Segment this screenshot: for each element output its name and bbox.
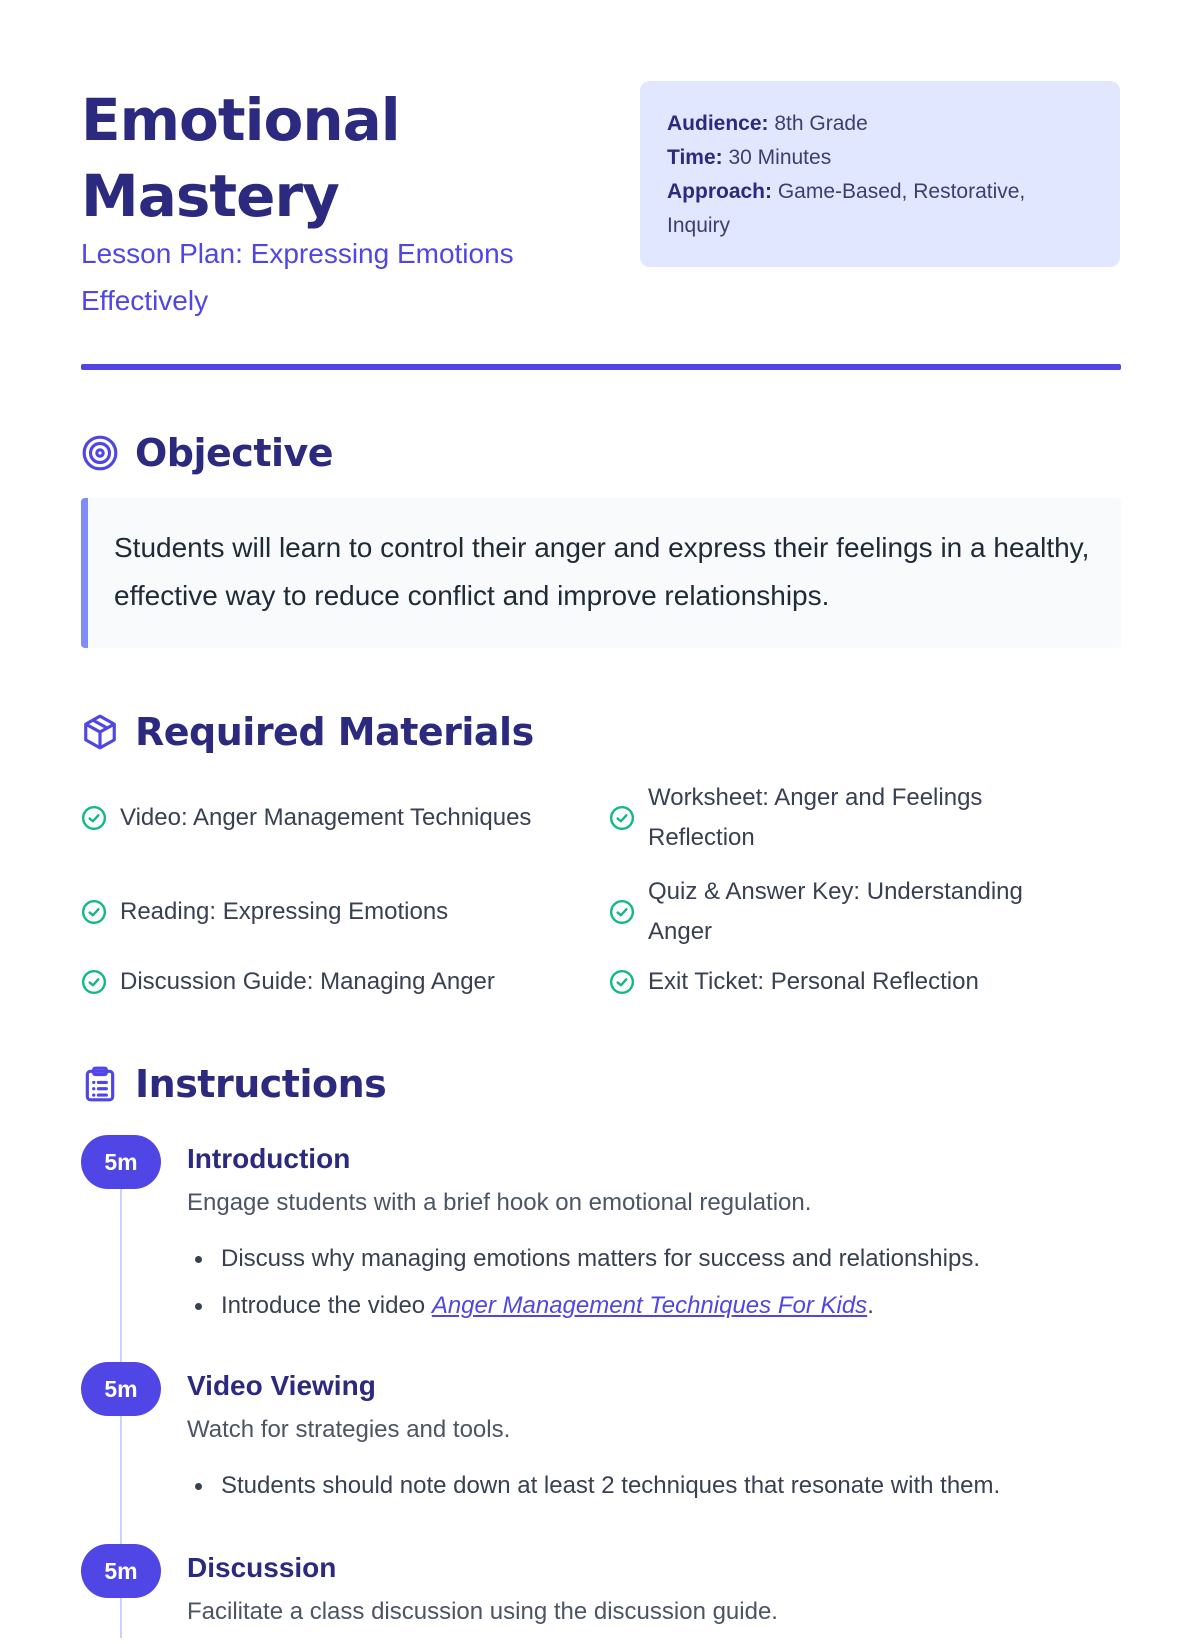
timeline-line [120, 1189, 122, 1379]
step-body [187, 1139, 1127, 1329]
materials-heading: Required Materials [81, 710, 534, 754]
page-subtitle: Lesson Plan: Expressing Emotions Effectively [81, 238, 514, 316]
timeline-line [120, 1416, 122, 1562]
timeline-line [120, 1598, 122, 1638]
check-circle-icon [609, 899, 635, 925]
header-divider [81, 364, 1121, 370]
material-item: Exit Ticket: Personal Reflection [609, 962, 1049, 1002]
step-time-badge: 5m [81, 1544, 161, 1598]
meta-time: Time: 30 Minutes [667, 146, 832, 169]
step-time-badge: 5m [81, 1135, 161, 1189]
step-bullets [187, 1235, 1127, 1329]
header [81, 0, 1119, 370]
step-time-badge: 5m [81, 1362, 161, 1416]
objective-heading: Objective [81, 431, 333, 475]
instructions-heading: Instructions [81, 1062, 386, 1106]
meta-approach: Approach: Game-Based, Restorative, Inquiry [667, 180, 1026, 237]
objective-text: Students will learn to control their anger and express their feelings in a healthy, effective way to reduce conflict and improve relationships. [81, 498, 1121, 648]
material-item: Worksheet: Anger and Feelings Reflection [609, 778, 1049, 858]
step-body [187, 1366, 1127, 1509]
step-bullets [187, 1462, 1127, 1509]
material-item: Video: Anger Management Techniques [81, 798, 601, 838]
check-circle-icon [81, 969, 107, 995]
check-circle-icon [609, 805, 635, 831]
instruction-step-discussion [81, 1544, 1121, 1644]
package-icon [81, 713, 119, 751]
list-item: Discuss why managing emotions matters for success and relationships. [187, 1235, 1127, 1282]
step-body [187, 1548, 1127, 1632]
video-link[interactable]: Anger Management Techniques For Kids [431, 1292, 868, 1319]
list-item: Introduce the video Anger Management Techniques For Kids. [187, 1282, 1127, 1329]
meta-audience: Audience: 8th Grade [667, 112, 868, 135]
step-description: Engage students with a brief hook on emotional regulation. [187, 1189, 812, 1216]
clipboard-icon [81, 1065, 119, 1103]
step-description: Watch for strategies and tools. [187, 1416, 511, 1443]
step-title: Introduction [187, 1143, 351, 1174]
page-title: Emotional Mastery [81, 86, 400, 230]
step-title: Video Viewing [187, 1370, 376, 1401]
list-item: Students should note down at least 2 techniques that resonate with them. [187, 1462, 1127, 1509]
instruction-step-video-viewing [81, 1362, 1121, 1507]
material-item: Discussion Guide: Managing Anger [81, 962, 601, 1002]
step-title: Discussion [187, 1552, 337, 1583]
instruction-step-introduction [81, 1135, 1121, 1325]
check-circle-icon [81, 899, 107, 925]
check-circle-icon [81, 805, 107, 831]
step-description: Facilitate a class discussion using the discussion guide. [187, 1598, 778, 1625]
material-item: Reading: Expressing Emotions [81, 892, 601, 932]
lesson-meta-box [640, 81, 1120, 267]
material-item: Quiz & Answer Key: Understanding Anger [609, 872, 1069, 952]
target-icon [81, 434, 119, 472]
check-circle-icon [609, 969, 635, 995]
